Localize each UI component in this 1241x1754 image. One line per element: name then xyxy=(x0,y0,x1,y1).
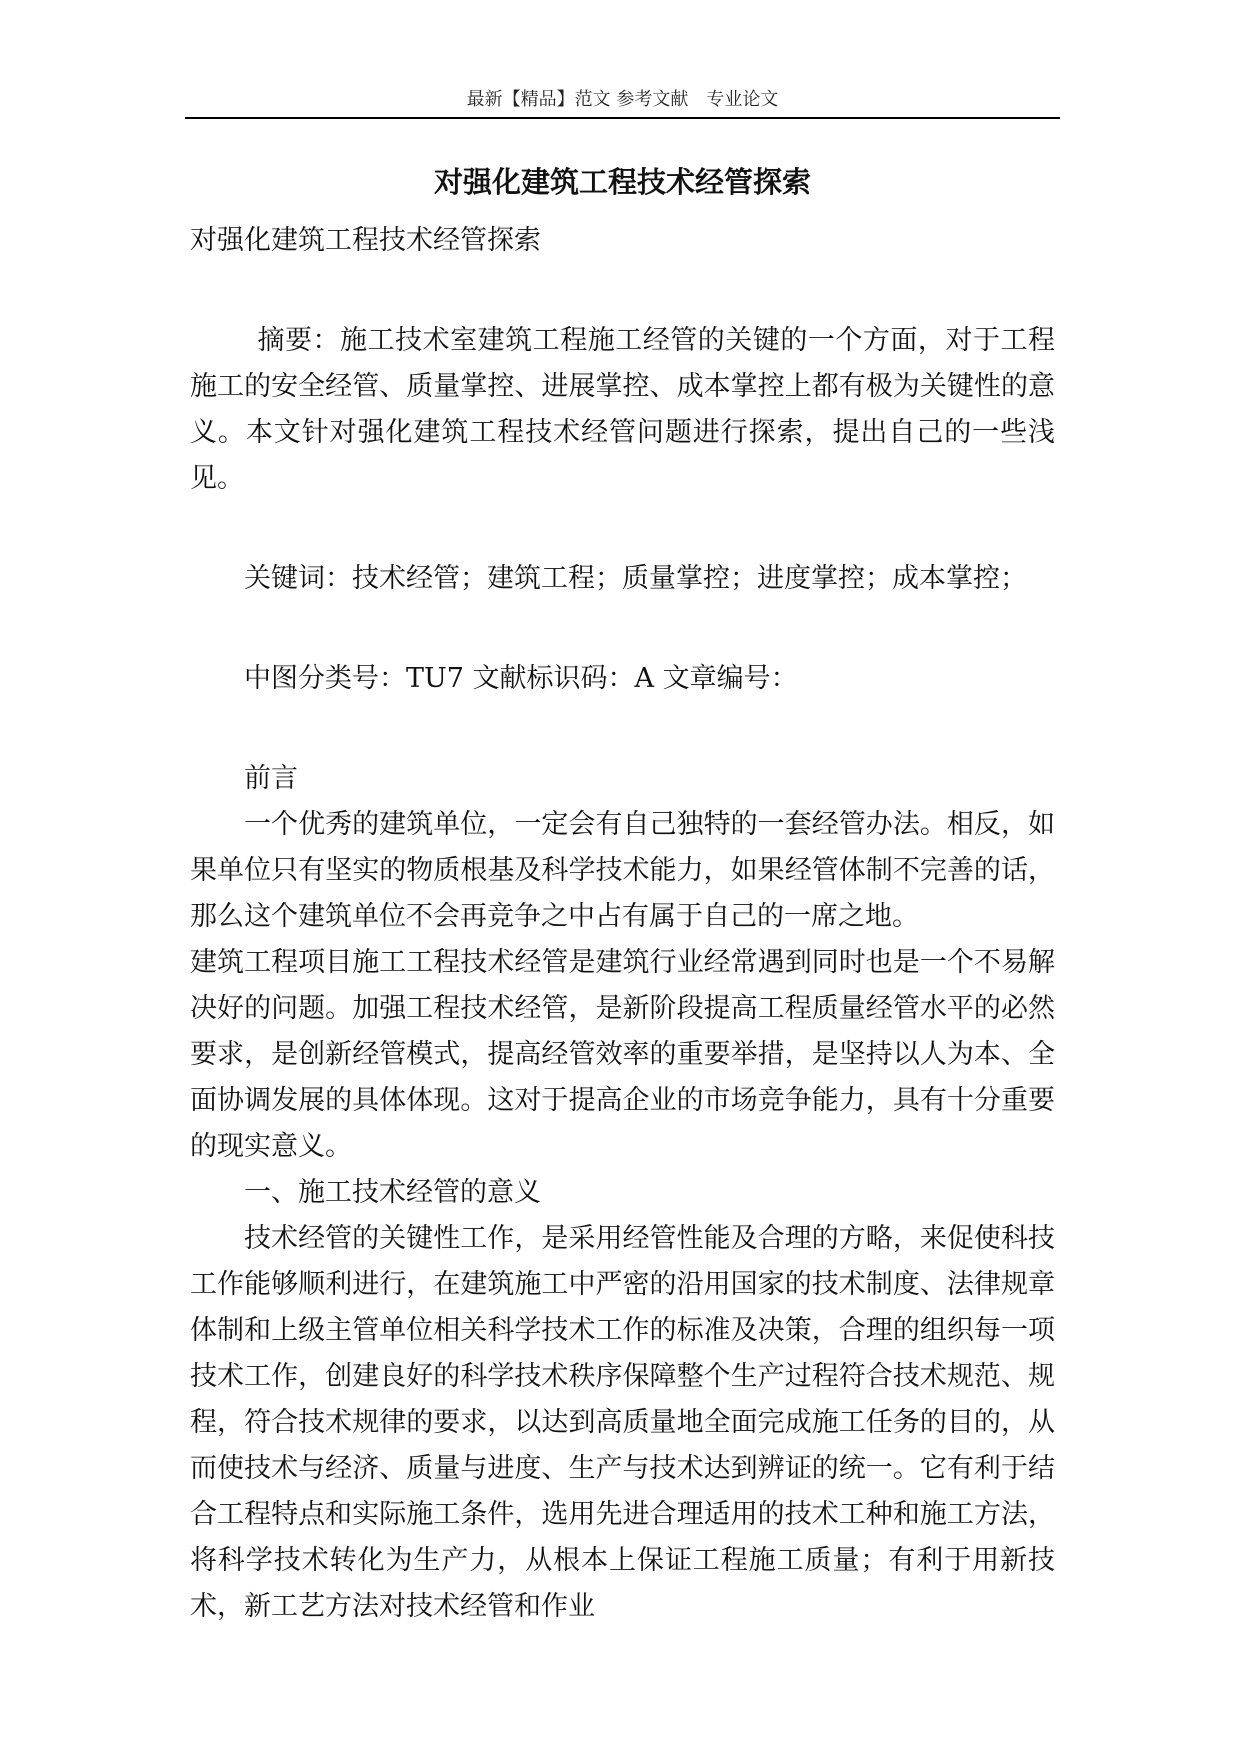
document-title: 对强化建筑工程技术经管探索 xyxy=(433,165,811,199)
page-header: 最新【精品】范文 参考文献 专业论文 xyxy=(466,89,779,110)
document-body xyxy=(190,218,1055,1630)
preface-heading: 前言 xyxy=(244,763,298,794)
classification-line: 中图分类号：TU7 文献标识码：A 文章编号： xyxy=(244,663,798,694)
section-heading: 一、施工技术经管的意义 xyxy=(244,1177,541,1208)
document-subtitle: 对强化建筑工程技术经管探索 xyxy=(190,225,541,256)
section-paragraph: 技术经管的关键性工作，是采用经管性能及合理的方略，来促使科技工作能够顺利进行，在建筑施工中严密的沿用国家的技术制度、法律规章体制和上级主管单位相关科学技术工作的标准及决策，合理的组织每一项技术工作，创建良好的科学技术秩序保障整个生产过程符合技术规范、规程，符合技术规律的要求，以达到高质量地全面完成施工任务的目的，从而使技术与经济、质量与进度、生产与技术达到辨证的统一。它有利于结合工程特点和实际施工条件，选用先进合理适用的技术工种和施工方法，将科学技术转化为生产力，从根本上保证工程施工质量；有利于用新技术，新工艺方法对技术经管和作业 xyxy=(190,1223,1055,1622)
abstract-paragraph: 摘要：施工技术室建筑工程施工经管的关键的一个方面，对于工程施工的安全经管、质量掌控、进展掌控、成本掌控上都有极为关键性的意义。本文针对强化建筑工程技术经管问题进行探索，提出自己的一些浅见。 xyxy=(190,325,1055,494)
keywords-line: 关键词：技术经管；建筑工程；质量掌控；进度掌控；成本掌控； xyxy=(244,563,1027,594)
preface-paragraph: 建筑工程项目施工工程技术经管是建筑行业经常遇到同时也是一个不易解决好的问题。加强工程技术经管，是新阶段提高工程质量经管水平的必然要求，是创新经管模式，提高经管效率的重要举措，是坚持以人为本、全面协调发展的具体体现。这对于提高企业的市场竞争能力，具有十分重要的现实意义。 xyxy=(190,947,1055,1162)
header-divider xyxy=(185,117,1060,119)
preface-paragraph: 一个优秀的建筑单位，一定会有自己独特的一套经管办法。相反，如果单位只有坚实的物质根基及科学技术能力，如果经管体制不完善的话，那么这个建筑单位不会再竞争之中占有属于自己的一席之地。 xyxy=(190,809,1055,932)
